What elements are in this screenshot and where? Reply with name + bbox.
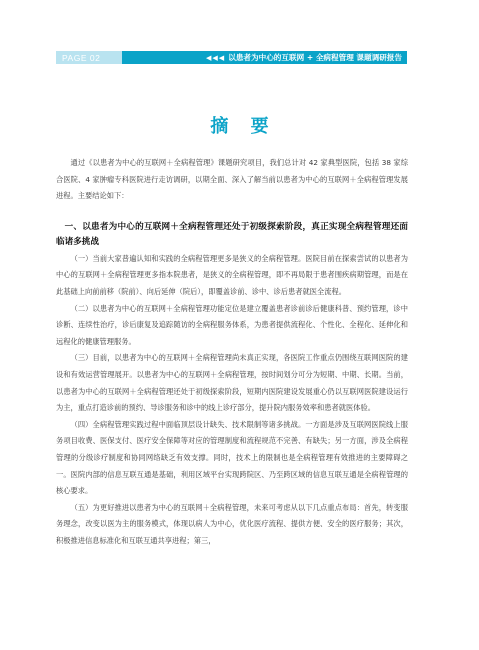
paragraph-2: （二）以患者为中心的互联网＋全病程管理功能定位是建立覆盖患者诊前诊后健康科普、预约管理，诊中诊断、连续性治疗，诊后康复及追踪随访的全病程服务体系，为患者提供流程化、个性化、全程化、延伸化和远程化的健康管理服务。: [56, 303, 408, 346]
paragraph-3: （三）目前，以患者为中心的互联网＋全病程管理尚未真正实现，各医院工作重点仍围绕互联网医院的建设和有效运营管理展开。以患者为中心的互联网＋全病程管理，按时间划分可分为短期、中期、长期。当前，以患者为中心的互联网＋全病程管理还处于初级探索阶段，短期内医院建设发展重心仍以互联网医院建设运行为主，重点打造诊前的预约、导诊服务和诊中的线上诊疗部分，提升院内服务效率和患者就医体验。: [56, 353, 408, 413]
page-header: [56, 51, 407, 64]
section-heading: 一、以患者为中心的互联网＋全病程管理还处于初级探索阶段，真正实现全病程管理还面临诸多挑战: [56, 221, 408, 248]
abstract-body: [56, 155, 408, 549]
report-title: 以患者为中心的互联网 + 全病程管理 课题调研报告: [228, 53, 402, 62]
header-bar: [122, 51, 407, 64]
triple-arrow-icon: ◀◀◀: [206, 53, 226, 62]
page-number-tag: PAGE 02: [56, 51, 122, 64]
intro-paragraph: 通过《以患者为中心的互联网＋全病程管理》课题研究项目，我们总计对 42 家典型医院，包括 38 家综合医院、4 家肿瘤专科医院进行走访调研，以期全面、深入了解当前以患者为中心的互联网＋全病程管理发展进程。主要结论如下：: [56, 158, 408, 201]
paragraph-1: （一）当前大家普遍认知和实践的全病程管理更多是狭义的全病程管理。医院目前在探索尝试的以患者为中心的互联网＋全病程管理更多指本院患者，是狭义的全病程管理，即不再局限于患者围疾病期管理，而是在此基础上向前前移（院前）、向后延伸（院后），即覆盖诊前、诊中、诊后患者就医全流程。: [56, 253, 408, 296]
page-title: 摘 要: [210, 116, 277, 137]
paragraph-4: （四）全病程管理实践过程中面临顶层设计缺失、技术限制等诸多挑战。一方面是涉及互联网医院线上服务项目收费、医保支付、医疗安全保障等对应的管理制度和流程规范不完善、有缺失；另一方面，涉及全病程管理的分级诊疗制度和协同网络缺乏有效支撑。同时，技术上的限制也是全病程管理有效推进的主要障碍之一。医院内部的信息互联互通是基础，利用区域平台实现跨院区、乃至跨区域的信息互联互通是全病程管理的核心要求。: [56, 419, 408, 496]
paragraph-5: （五）为更好推进以患者为中心的互联网＋全病程管理，未来可考虑从以下几点重点布局：首先，转变服务理念，改变以医为主的服务模式，体现以病人为中心，优化医疗流程、提供方便、安全的医疗服务；其次，积极推进信息标准化和互联互通共享进程；第三，: [56, 502, 408, 545]
